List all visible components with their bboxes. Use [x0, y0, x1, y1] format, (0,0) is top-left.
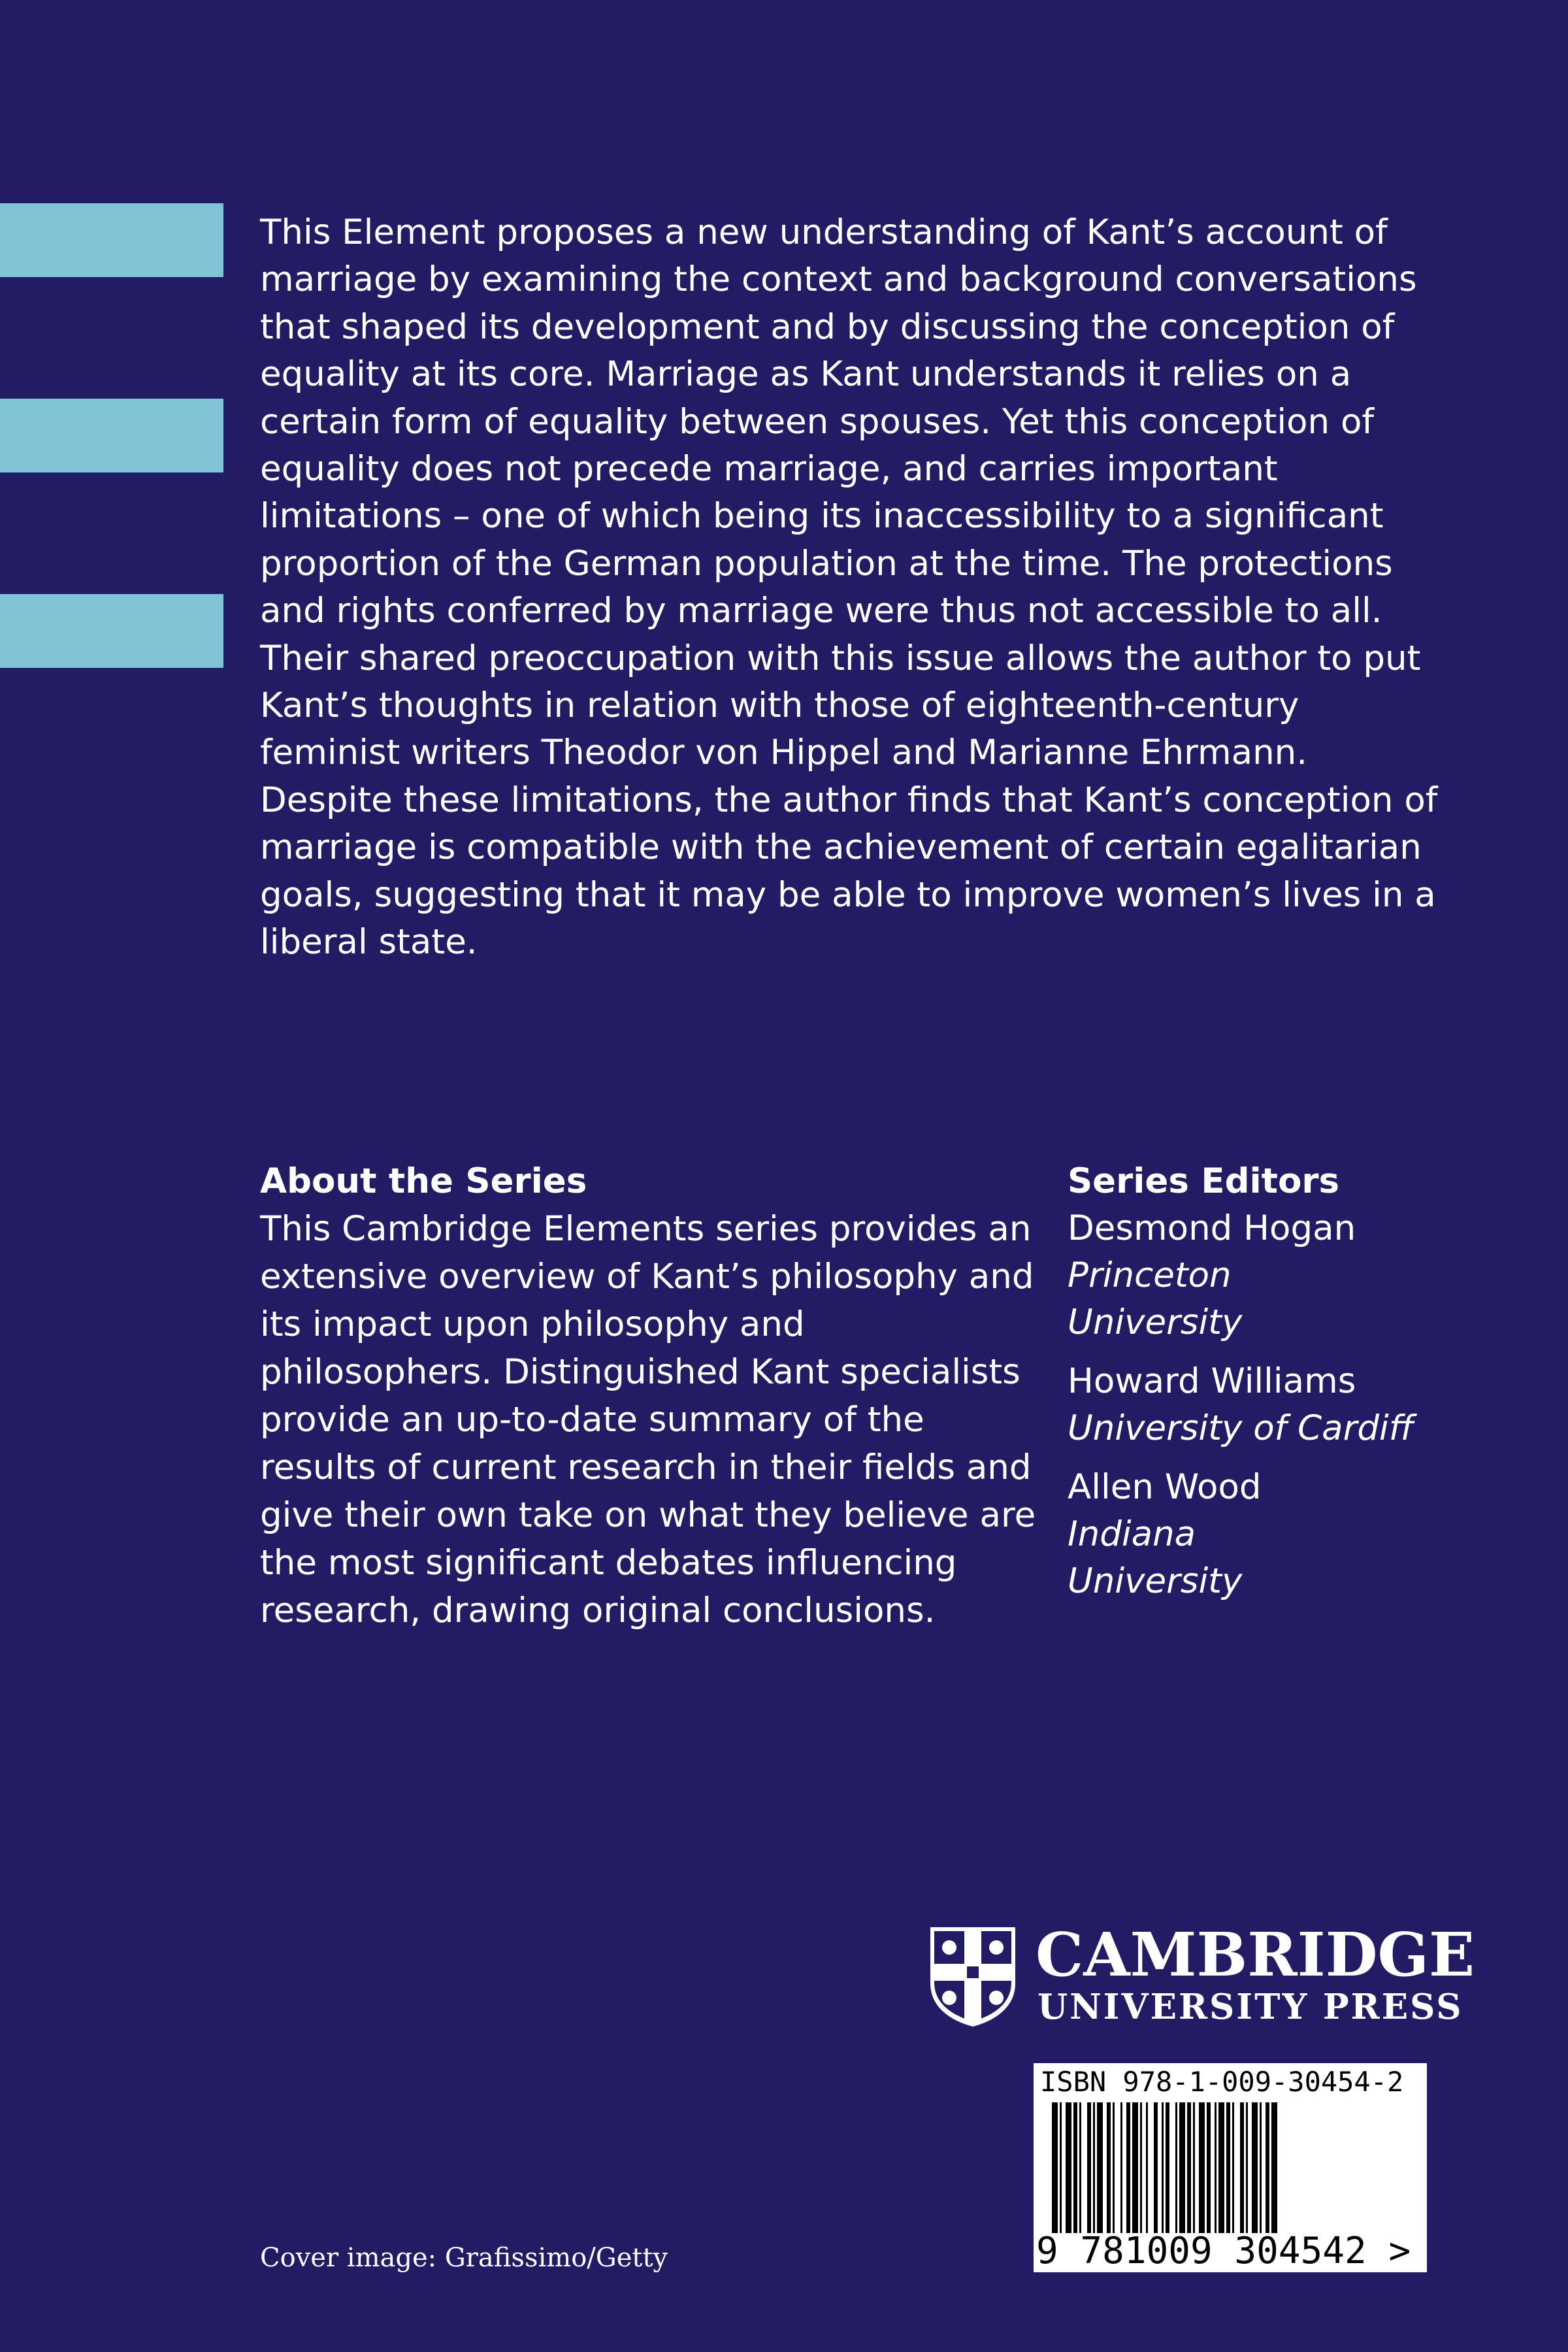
series-editors-section [1068, 1158, 1564, 1617]
editor-name: Desmond Hogan [1068, 1208, 1356, 1248]
editor-affiliation: Indiana University [1068, 1514, 1243, 1601]
cover-image-credit: Cover image: Grafissimo/Getty [260, 2243, 668, 2273]
accent-stripe-3 [0, 594, 223, 668]
publisher-name: CAMBRIDGE [1036, 1919, 1475, 1990]
editor-entry [1068, 1358, 1564, 1452]
publisher-logo [928, 1919, 1475, 2029]
accent-stripe-2 [0, 399, 223, 472]
editor-affiliation: University of Cardiff [1068, 1408, 1414, 1448]
isbn-barcode [1034, 2063, 1427, 2272]
accent-stripe-1 [0, 203, 223, 277]
about-series-text: This Cambridge Elements series provides an extensive overview of Kant’s philosophy and its impact upon philosophy and philosophers. Distinguished Kant specialists provide an up-to-date summary of the results of current research in their fields and give their own take on what they believe are the most significant debates influencing research, drawing original conclusions. [260, 1209, 1036, 1631]
barcode-digits: 9 781009 304542 > [1036, 2230, 1411, 2272]
series-editors-heading: Series Editors [1068, 1161, 1340, 1201]
editor-name: Allen Wood [1068, 1467, 1262, 1507]
editor-affiliation: Princeton University [1068, 1255, 1243, 1342]
barcode-bars-icon [1052, 2102, 1392, 2233]
book-blurb: This Element proposes a new understanding of Kant’s account of marriage by examining the context and background conversations that shaped its development and by discussing the conception of equality at its core. Marriage as Kant understands it relies on a certain form of equality between spouses. Yet this conception of equality does not precede marriage, and carries important limitations – one of which being its inaccessibility to a significant proportion of the German population at the time. The protections and rights conferred by marriage were thus not accessible to all. Their shared preoccupation with this issue allows the author to put Kant’s thoughts in relation with those of eighteenth-century feminist writers Theodor von Hippel and Marianne Ehrmann. Despite these limitations, the author finds that Kant’s conception of marriage is compatible with the achievement of certain egalitarian goals, suggesting that it may be able to improve women’s lives in a liberal state. [260, 212, 1438, 963]
editor-name: Howard Williams [1068, 1361, 1356, 1401]
isbn-label: ISBN 978-1-009-30454-2 [1040, 2066, 1404, 2098]
editor-entry [1068, 1205, 1564, 1346]
publisher-subtitle: UNIVERSITY PRESS [1037, 1987, 1463, 2027]
about-series-heading: About the Series [260, 1161, 587, 1201]
editor-entry [1068, 1464, 1564, 1605]
about-series-section [260, 1158, 1044, 1634]
university-crest-icon [928, 1925, 1018, 2028]
